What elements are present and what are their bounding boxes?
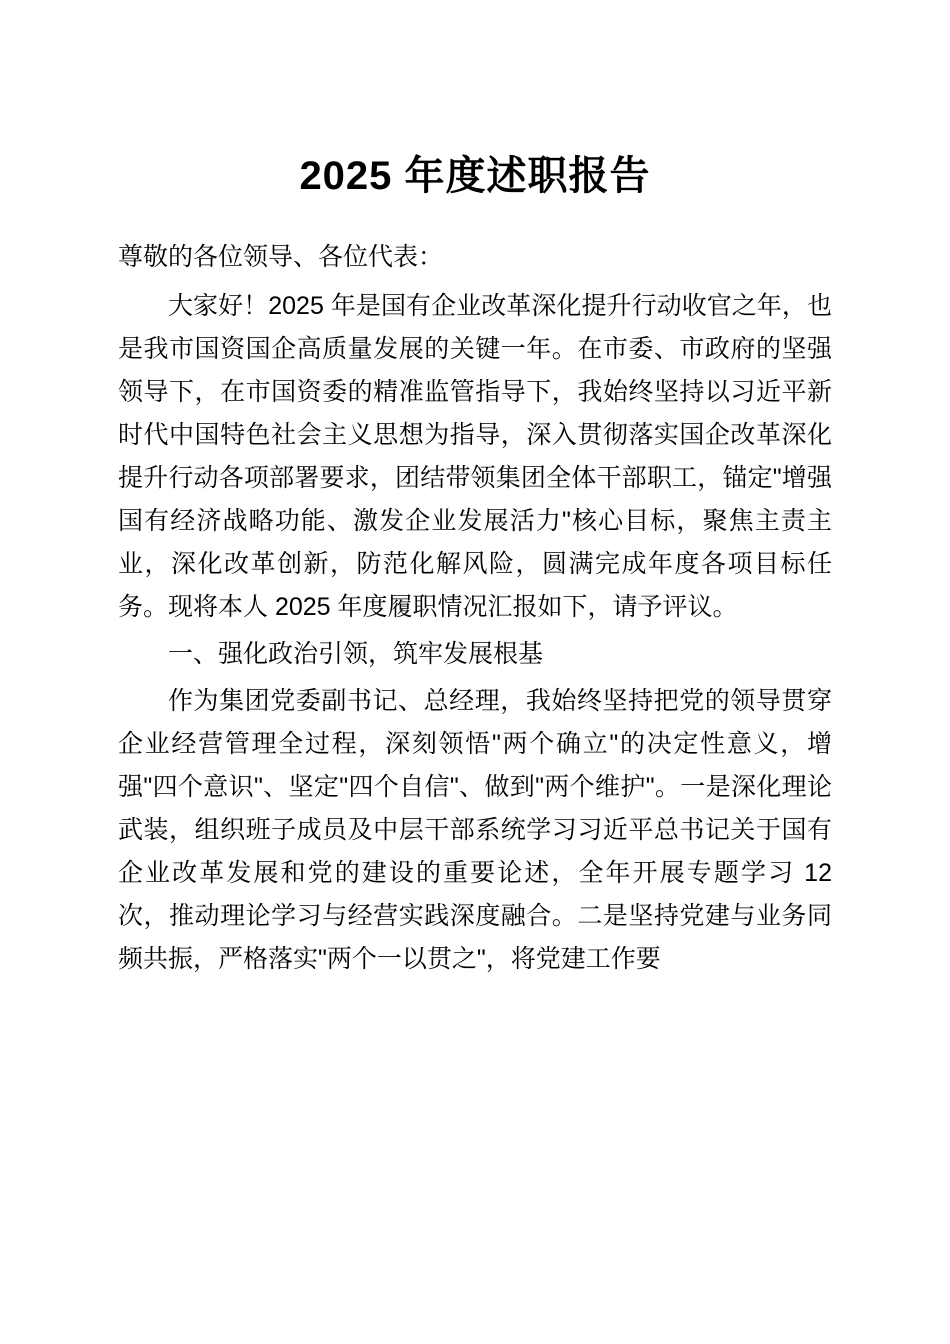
paragraph-section-one-body: 作为集团党委副书记、总经理，我始终坚持把党的领导贯穿企业经营管理全过程，深刻领悟"两个确立"的决定性意义，增强"四个意识"、坚定"四个自信"、做到"两个维护"。一是深化理论武装，组织班子成员及中层干部系统学习习近平总书记关于国有企业改革发展和党的建设的重要论述，全年开展专题学习 12 次，推动理论学习与经营实践深度融合。二是坚持党建与业务同频共振，严格落实"两个一以贯之"，将党建工作要	[118, 687, 832, 973]
page-title: 2025 年度述职报告	[299, 154, 651, 198]
salutation-line: 尊敬的各位领导、各位代表：	[118, 243, 444, 271]
paragraph-opening: 大家好！2025 年是国有企业改革深化提升行动收官之年，也是我市国资国企高质量发展的关键一年。在市委、市政府的坚强领导下，在市国资委的精准监管指导下，我始终坚持以习近平新时代中国特色社会主义思想为指导，深入贯彻落实国企改革深化提升行动各项部署要求，团结带领集团全体干部职工，锚定"增强国有经济战略功能、激发企业发展活力"核心目标，聚焦主责主业，深化改革创新，防范化解风险，圆满完成年度各项目标任务。现将本人 2025 年度履职情况汇报如下，请予评议。	[118, 292, 832, 621]
section-heading-one: 一、强化政治引领，筑牢发展根基	[168, 640, 544, 668]
